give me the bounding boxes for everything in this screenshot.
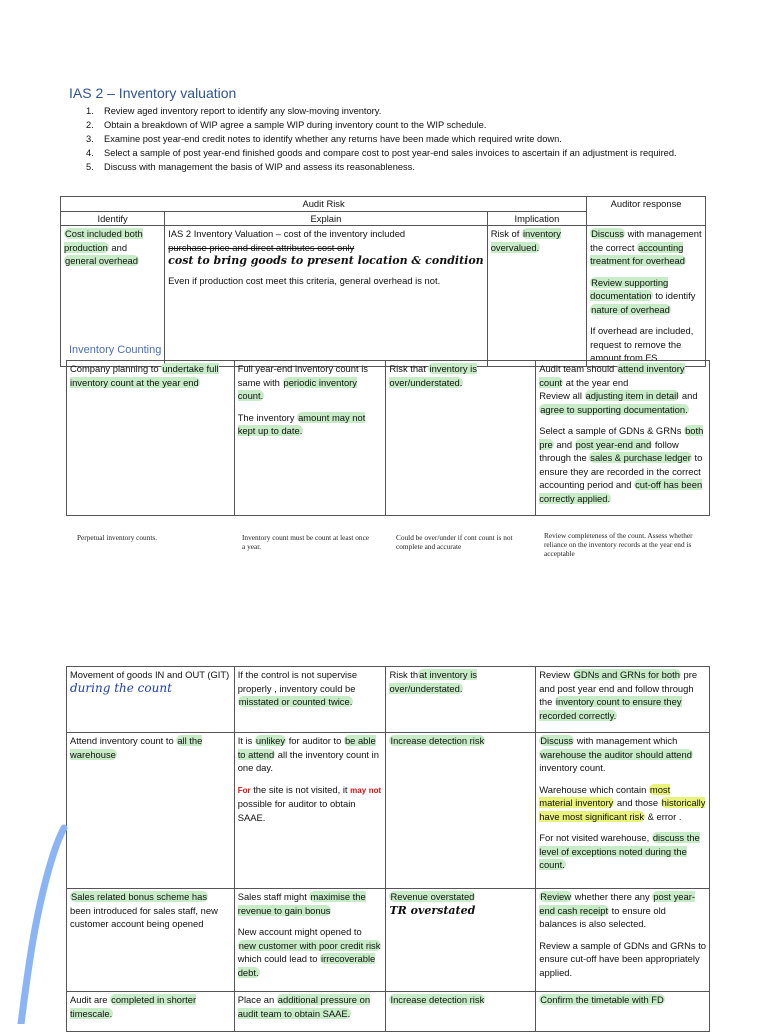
handwritten-note: For xyxy=(237,785,251,795)
implication-cell: Increase detection risk xyxy=(386,733,536,889)
handwritten-note: TR overstated xyxy=(389,903,476,917)
identify-header: Identify xyxy=(61,211,165,226)
audit-risk-header: Audit Risk xyxy=(61,197,587,212)
list-item: 4. Select a sample of post year-end finished goods and compare cost to post year-end sales invoices to ascertain if an adjustment is required. xyxy=(86,148,677,158)
implication-cell: Increase detection risk xyxy=(386,992,536,1032)
handwritten-note: cost to bring goods to present location & condition xyxy=(168,254,484,267)
handwritten-note: may xyxy=(350,785,367,795)
handwritten-note: during the count xyxy=(70,680,172,695)
response-cell: Discuss with management which warehouse the auditor should attend inventory count. Warehouse which contain most material inventory and those historically have most significant risk & error . For not visited warehouse, discuss the level of exceptions noted during the count. xyxy=(536,733,710,889)
identify-cell: Sales related bonus scheme has been introduced for sales staff, new customer account being opened xyxy=(67,889,235,992)
implication-cell: Risk of inventory overvalued. xyxy=(487,226,586,367)
handwritten-note: not xyxy=(368,785,382,795)
list-item: 1. Review aged inventory report to identify any slow-moving inventory. xyxy=(86,106,382,116)
response-cell: Confirm the timetable with FD xyxy=(536,992,710,1032)
explain-cell: Sales staff might maximise the revenue to gain bonus New account might opened to new customer with poor credit risk which could lead to irrecoverable debt. xyxy=(234,889,386,992)
note-review: Review completeness of the count. Assess whether reliance on the inventory records at the year end is acceptable xyxy=(544,531,693,558)
implication-cell: Risk that inventory is over/understated. xyxy=(386,667,536,733)
response-cell: Audit team should attend inventory count at the year end Review all adjusting item in detail and agree to supporting documentation. Select a sample of GDNs & GRNs both pre and post year-end and follow through the sales & purchase ledger to ensure they are recorded in the correct accounting period and cut-off has been correctly applied. xyxy=(536,361,710,516)
implication-header: Implication xyxy=(487,211,586,226)
identify-cell: Movement of goods IN and OUT (GIT) during the count xyxy=(67,667,235,733)
auditor-response-header: Auditor response xyxy=(587,197,706,226)
response-cell: Review whether there any post year-end cash receipt to ensure old balances is also selected. Review a sample of GDNs and GRNs to ensure cut-off have been appropriately applied. xyxy=(536,889,710,992)
explain-header: Explain xyxy=(165,211,488,226)
identify-cell: Company planning to undertake full inventory count at the year end xyxy=(67,361,235,516)
pen-stroke-path xyxy=(21,828,64,1024)
page-title: IAS 2 – Inventory valuation xyxy=(69,85,237,101)
implication-cell: Revenue overstated TR overstated xyxy=(386,889,536,992)
explain-cell: Place an additional pressure on audit team to obtain SAAE. xyxy=(234,992,386,1032)
list-item: 2. Obtain a breakdown of WIP agree a sample WIP during inventory count to the WIP schedule. xyxy=(86,120,487,130)
response-cell: Review GDNs and GRNs for both pre and post year end and follow through the inventory count to ensure they recorded correctly. xyxy=(536,667,710,733)
list-item: 3. Examine post year-end credit notes to identify whether any returns have been made which required write down. xyxy=(86,134,562,144)
note-over-under: Could be over/under if cont count is not complete and accurate xyxy=(396,533,513,551)
note-count: Inventory count must be count at least once a year. xyxy=(242,533,370,551)
explain-cell: If the control is not supervise properly , inventory could be misstated or counted twice. xyxy=(234,667,386,733)
explain-cell: IAS 2 Inventory Valuation – cost of the inventory included purchase price and direct attributes cost only cost to bring goods to present location & condition Even if production cost meet this criteria, general overhead is not. xyxy=(165,226,488,367)
implication-cell: Risk that inventory is over/understated. xyxy=(386,361,536,516)
explain-cell: It is unlikey for auditor to be able to attend all the inventory count in one day. For the site is not visited, it may not possible for auditor to obtain SAAE. xyxy=(234,733,386,889)
identify-cell: Audit are completed in shorter timescale. xyxy=(67,992,235,1032)
identify-cell: Attend inventory count to all the warehouse xyxy=(67,733,235,889)
response-cell: Discuss with management the correct accounting treatment for overhead Review supporting documentation to identify nature of overhead If overhead are included, request to remove the amount from FS xyxy=(587,226,706,367)
note-perpetual: Perpetual inventory counts. xyxy=(77,533,158,542)
list-item: 5. Discuss with management the basis of WIP and assess its reasonableness. xyxy=(86,162,415,172)
identify-cell: Cost included both production and general overhead xyxy=(61,226,165,367)
section-subtitle: Inventory Counting xyxy=(69,344,162,356)
explain-cell: Full year-end inventory count is same with periodic inventory count. The inventory amount may not kept up to date. xyxy=(234,361,386,516)
